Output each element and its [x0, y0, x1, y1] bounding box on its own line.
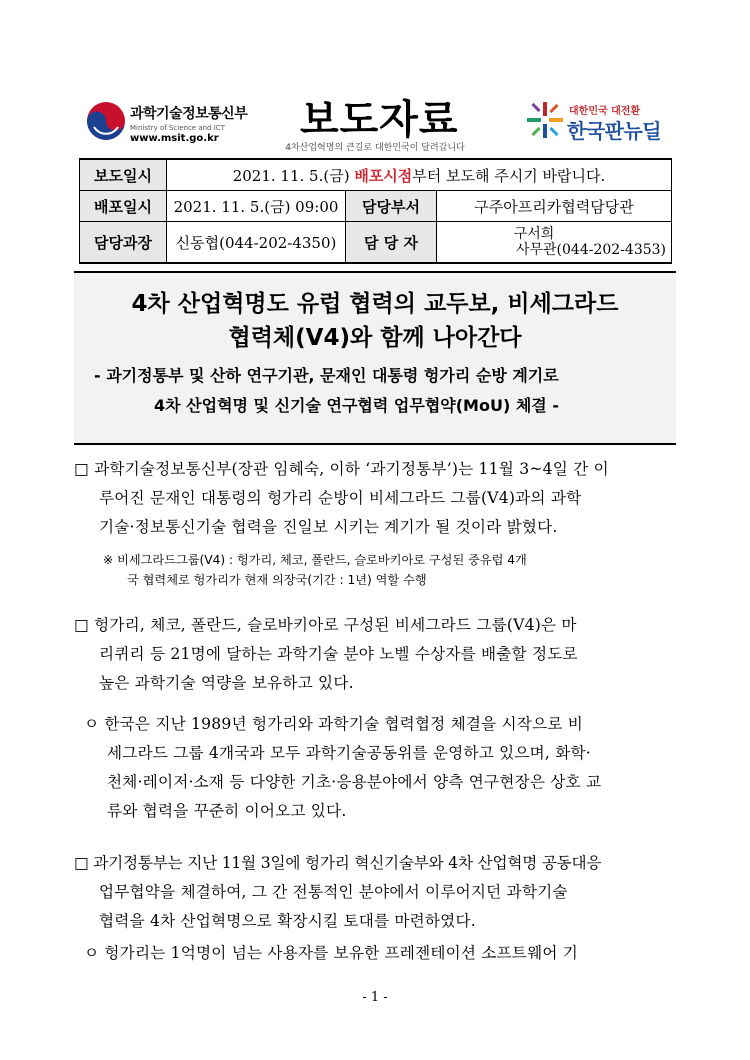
release-instruction: 부터 보도해 주시기 바랍니다. [412, 166, 606, 185]
headline-box [74, 271, 676, 445]
subheadline-line-1: - 과기정통부 및 산하 연구기관, 문재인 대통령 헝가리 순방 계기로 [94, 366, 559, 385]
ministry-url[interactable]: www.msit.go.kr [130, 133, 219, 144]
page-slogan: 4차산업혁명의 큰길로 대한민국이 달려갑니다 [285, 143, 465, 153]
release-info-table [79, 158, 672, 264]
paragraph-5-line-1: ㅇ 헝가리는 1억명이 넘는 사용자를 보유한 프레젠테이션 소프트웨어 기 [84, 944, 579, 962]
distribution-row [80, 191, 672, 222]
page-title: 보도자료 [300, 97, 459, 143]
release-time-value [167, 159, 672, 191]
ministry-english-name: Ministry of Science and ICT [130, 124, 225, 132]
release-embargo-note: 배포시점 [354, 166, 413, 185]
paragraph-2-line-1: □ 헝가리, 체코, 폴란드, 슬로바키아로 구성된 비세그라드 그룹(V4)은 마 [74, 616, 577, 634]
director-value: 신동협(044-202-4350) [167, 222, 346, 264]
distribution-time-label: 배포일시 [80, 191, 167, 222]
paragraph-1 [74, 455, 609, 542]
footnote [103, 550, 527, 590]
paragraph-5 [84, 939, 578, 968]
release-time-row [80, 159, 672, 191]
contact-name: 구서희 [513, 226, 555, 242]
paragraph-3-line-4: 류와 협력을 꾸준히 이어오고 있다. [107, 802, 347, 820]
paragraph-2-line-2: 리퀴리 등 21명에 달하는 과학기술 분야 노벨 수상자를 배출할 정도로 [99, 645, 578, 663]
ministry-name: 과학기술정보통신부 [130, 106, 248, 122]
paragraph-3-line-3: 천체·레이저·소재 등 다양한 기초·응용분야에서 양측 연구현장은 상호 교 [107, 773, 602, 791]
release-time-label: 보도일시 [80, 159, 167, 191]
contact-value [437, 222, 672, 264]
headline-line-1: 4차 산업혁명도 유럽 협력의 교두보, 비세그라드 [131, 291, 619, 317]
director-label: 담당과장 [80, 222, 167, 264]
paragraph-3 [84, 710, 601, 826]
paragraph-3-line-1: ㅇ 한국은 지난 1989년 헝가리와 과학기술 협력협정 체결을 시작으로 비 [84, 715, 584, 733]
contact-row [80, 222, 672, 264]
headline-line-2: 협력체(V4)와 함께 나아간다 [228, 325, 522, 351]
paragraph-4-line-1: □ 과기정통부는 지난 11월 3일에 헝가리 혁신기술부와 4차 산업혁명 공동대응 [74, 854, 602, 872]
paragraph-2-line-3: 높은 과학기술 역량을 보유하고 있다. [99, 674, 354, 692]
footnote-line-2: 국 협력체로 헝가리가 현재 의장국(기간 : 1년) 역할 수행 [127, 573, 427, 587]
ministry-logo [86, 97, 256, 147]
page-number: - 1 - [362, 990, 388, 1005]
paragraph-1-line-3: 기술·정보통신기술 협력을 진일보 시키는 계기가 될 것이라 밝혔다. [99, 518, 558, 536]
paragraph-4-line-2: 업무협약을 체결하여, 그 간 전통적인 분야에서 이루어지던 과학기술 [99, 883, 568, 901]
taegeuk-icon [86, 101, 126, 141]
paragraph-3-line-2: 세그라드 그룹 4개국과 모두 과학기술공동위를 운영하고 있으며, 화학· [107, 744, 591, 762]
release-date: 2021. 11. 5.(금) [232, 166, 355, 185]
footnote-line-1: ※ 비세그라드그룹(V4) : 헝가리, 체코, 폴란드, 슬로바키아로 구성된 중유럽 4개 [103, 553, 527, 567]
department-value: 구주아프리카협력담당관 [437, 191, 672, 222]
newdeal-star-icon [525, 100, 565, 140]
subheadline-line-2: 4차 산업혁명 및 신기술 연구협력 업무협약(MoU) 체결 - [154, 396, 559, 415]
newdeal-title: 한국판뉴딜 [567, 119, 662, 143]
distribution-time-value: 2021. 11. 5.(금) 09:00 [167, 191, 346, 222]
paragraph-4-line-3: 협력을 4차 산업혁명으로 확장시킬 토대를 마련하였다. [99, 912, 476, 930]
department-label: 담당부서 [346, 191, 437, 222]
paragraph-1-line-2: 루어진 문재인 대통령의 헝가리 순방이 비세그라드 그룹(V4)과의 과학 [99, 489, 582, 507]
contact-label: 담 당 자 [346, 222, 437, 264]
paragraph-2 [74, 611, 578, 698]
newdeal-logo [525, 100, 685, 145]
newdeal-tagline: 대한민국 대전환 [569, 106, 641, 117]
paragraph-1-line-1: □ 과학기술정보통신부(장관 임혜숙, 이하 ‘과기정통부’)는 11월 3~4일 간 이 [74, 460, 609, 478]
contact-phone: 사무관(044-202-4353) [515, 242, 666, 258]
paragraph-4 [74, 849, 601, 936]
